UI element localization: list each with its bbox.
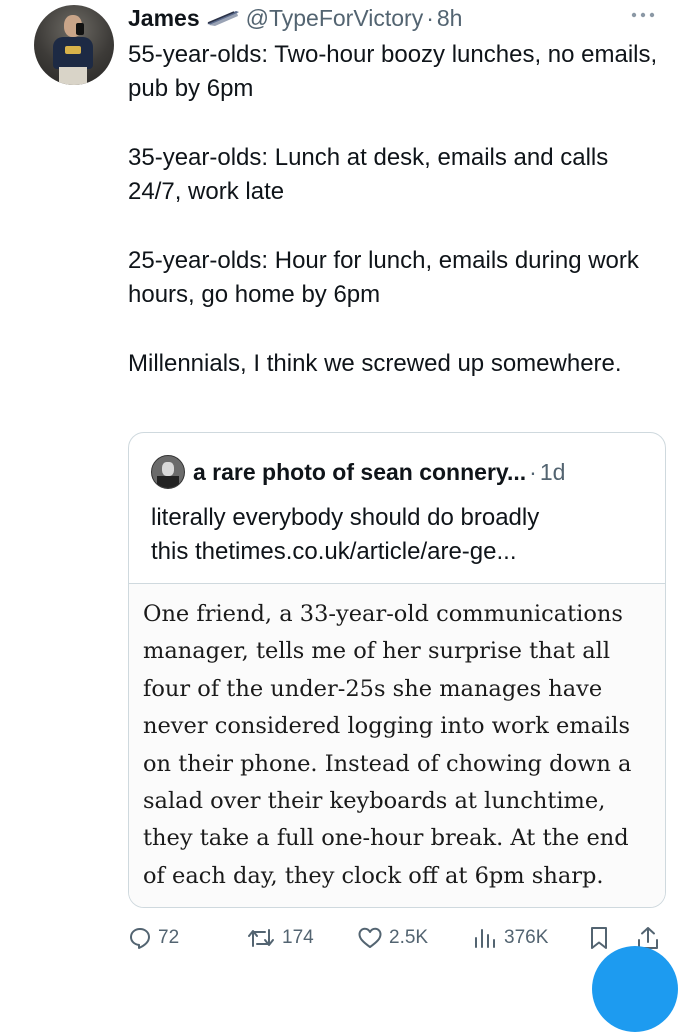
quoted-tweet-card[interactable] [128, 432, 666, 908]
quoted-tweet-text [151, 501, 651, 569]
quoted-text-line: literally everybody should do broadly [151, 504, 540, 531]
flag-icon [206, 9, 240, 27]
author-handle[interactable]: @TypeForVictory [245, 4, 424, 31]
tweet-age[interactable]: 8h [436, 4, 463, 31]
views-icon [472, 926, 498, 950]
repost-button[interactable] [246, 918, 314, 958]
separator-dot: · [529, 458, 537, 485]
excerpt-line: four of the under-25s she manages have [143, 675, 603, 702]
repost-icon [246, 926, 276, 950]
excerpt-line: One friend, a 33-year-old communications [143, 601, 623, 627]
views-count: 376K [504, 927, 549, 948]
tweet-text [128, 38, 668, 416]
quoted-author-name: a rare photo of sean connery... [193, 458, 527, 485]
avatar-shorts [59, 67, 87, 85]
author-name[interactable]: James [128, 4, 200, 31]
bookmark-icon [588, 925, 610, 951]
repost-count: 174 [282, 927, 314, 948]
quoted-tweet-age: 1d [539, 458, 566, 485]
quoted-avatar-coat [157, 476, 179, 489]
like-button[interactable] [357, 918, 428, 958]
avatar-phone [76, 23, 84, 35]
quoted-author-avatar [151, 455, 185, 489]
excerpt-line: on their phone. Instead of chowing down a [143, 750, 632, 777]
excerpt-line: never considered logging into work emails [143, 713, 631, 740]
excerpt-line: salad over their keyboards at lunchtime, [143, 788, 606, 815]
like-icon [357, 926, 383, 950]
quoted-text-line: this thetimes.co.uk/article/are-ge... [151, 538, 517, 565]
quoted-tweet-header [151, 455, 565, 489]
like-count: 2.5K [389, 927, 429, 948]
excerpt-line: of each day, they clock off at 6pm sharp. [143, 862, 604, 889]
reply-count: 72 [158, 927, 180, 948]
quoted-article-image[interactable] [129, 584, 665, 907]
reply-button[interactable] [128, 918, 179, 958]
tweet-paragraph: 25-year-olds: Hour for lunch, emails during work hours, go home by 6pm [128, 247, 639, 308]
excerpt-line: manager, tells me of her surprise that all [143, 638, 611, 665]
compose-button[interactable] [592, 946, 678, 1032]
tweet-header [128, 2, 462, 34]
tweet-paragraph: 35-year-olds: Lunch at desk, emails and calls 24/7, work late [128, 144, 609, 205]
article-excerpt [143, 596, 651, 895]
excerpt-line: they take a full one-hour break. At the end [143, 825, 629, 852]
tweet-paragraph: Millennials, I think we screwed up somewhere. [128, 350, 622, 377]
author-avatar[interactable] [34, 5, 114, 85]
avatar-shirt-logo [65, 46, 81, 54]
tweet-actions [124, 918, 674, 958]
quoted-avatar-face [162, 462, 174, 476]
tweet-paragraph: 55-year-olds: Two-hour boozy lunches, no emails, pub by 6pm [128, 41, 658, 102]
views-button[interactable] [472, 918, 548, 958]
reply-icon [128, 926, 152, 950]
separator-dot: · [426, 4, 434, 31]
more-icon[interactable] [630, 10, 656, 20]
